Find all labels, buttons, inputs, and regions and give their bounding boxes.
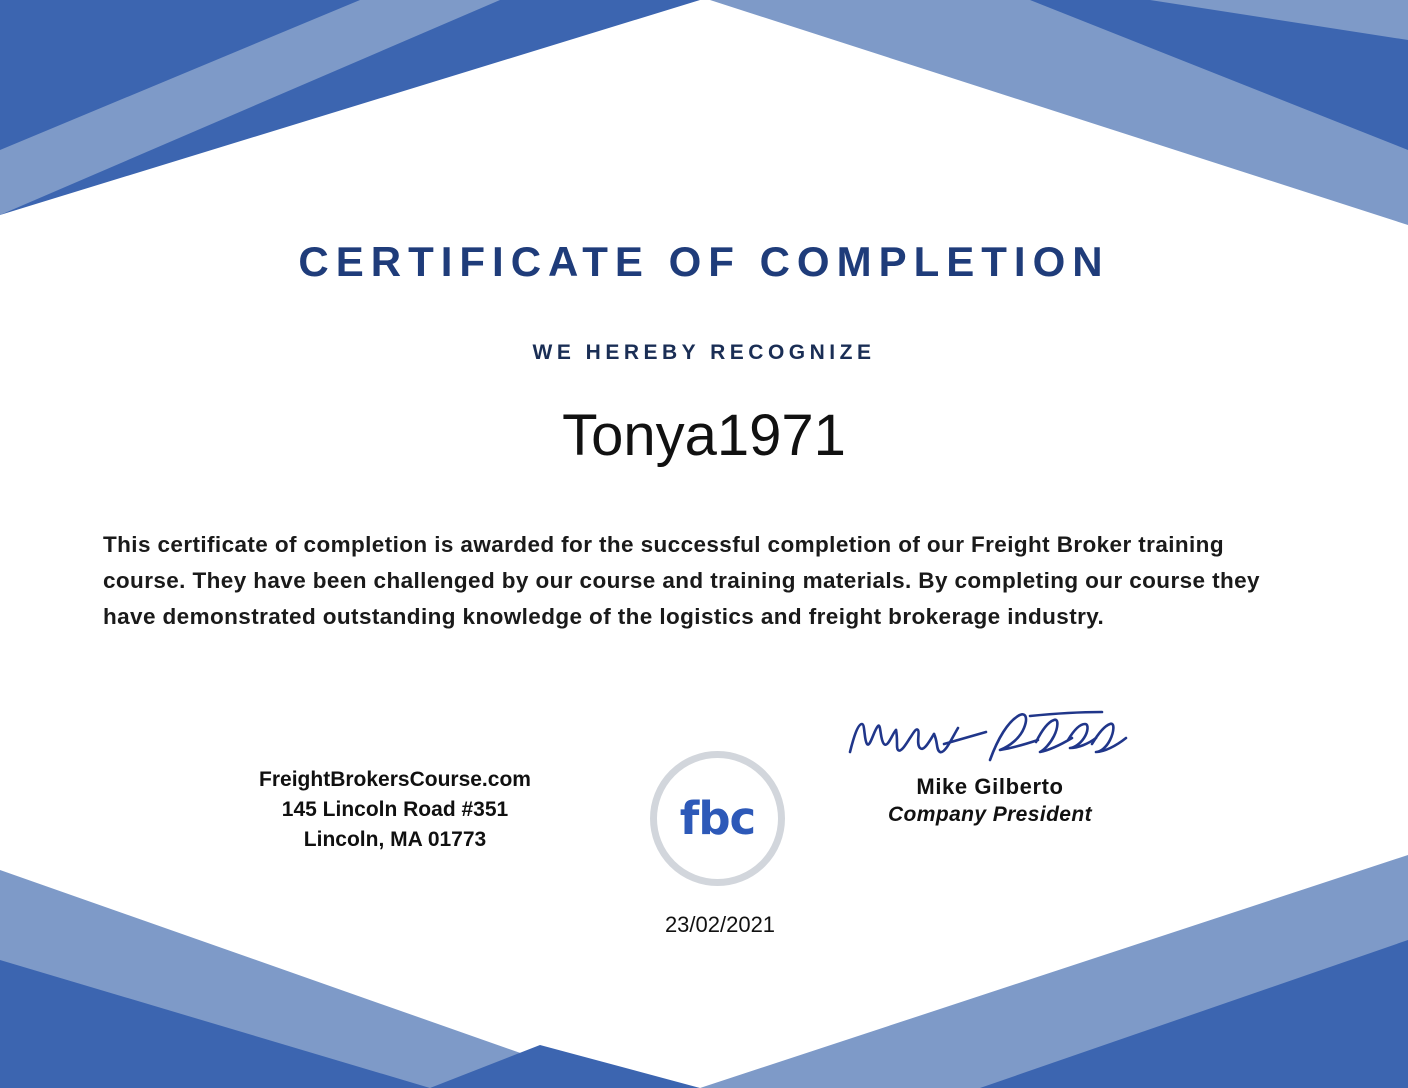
fbc-logo [650, 751, 785, 886]
page-title: CERTIFICATE OF COMPLETION [298, 238, 1110, 285]
logo-text: fbc [679, 792, 756, 845]
issue-date: 23/02/2021 [664, 912, 776, 937]
organization-address-line1: 145 Lincoln Road #351 [281, 798, 509, 821]
signer-name: Mike Gilberto [916, 774, 1064, 799]
organization-address [155, 765, 635, 855]
handwritten-signature-icon [840, 700, 1140, 770]
signer-title: Company President [887, 803, 1092, 826]
recognition-subtitle: WE HEREBY RECOGNIZE [532, 341, 876, 364]
signature-block [830, 700, 1150, 827]
recipient-name: Tonya1971 [562, 403, 846, 468]
certificate-body-text: This certificate of completion is awarded for the successful completion of our Freight Broker training course. They have been challenged by our course and training materials. By completing our course they have demonstrated outstanding knowledge of the logistics and freight brokerage industry. [103, 532, 1260, 629]
organization-address-line2: Lincoln, MA 01773 [303, 828, 487, 851]
organization-website: FreightBrokersCourse.com [259, 768, 531, 791]
